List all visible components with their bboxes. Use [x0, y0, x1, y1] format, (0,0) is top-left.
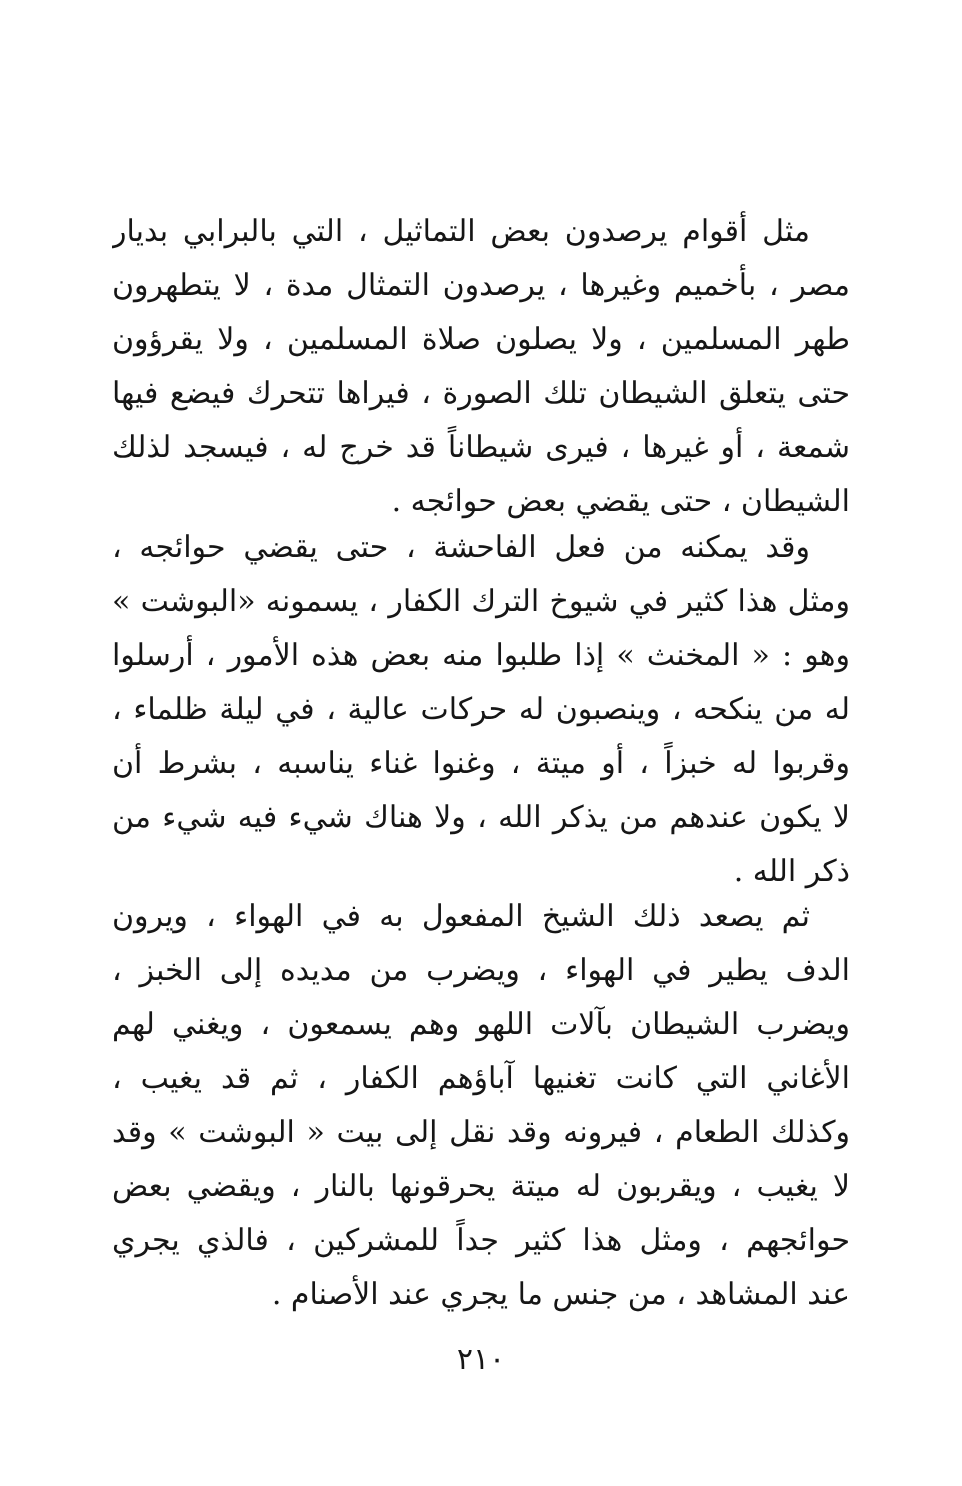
text-line: الأغاني التي كانت تغنيها آباؤهم الكفار ، ثم قد يغيب ،	[112, 1061, 850, 1096]
text-line: ذكر الله .	[733, 854, 850, 889]
text-line: الشيطان ، حتى يقضي بعض حوائجه .	[391, 484, 850, 519]
text-line: شمعة ، أو غيرها ، فيرى شيطاناً قد خرج له ، فيسجد لذلك	[112, 430, 850, 465]
text-line: لا يكون عندهم من يذكر الله ، ولا هناك شيء فيه شيء من	[112, 800, 850, 835]
text-line: وهو : « المخنث » إذا طلبوا منه بعض هذه الأمور ، أرسلوا	[112, 638, 850, 673]
paragraph-3	[112, 890, 850, 1322]
text-line: لا يغيب ، ويقربون له ميتة يحرقونها بالنار ، ويقضي بعض	[112, 1169, 850, 1204]
text-line: حوائجهم ، ومثل هذا كثير جداً للمشركين ، فالذي يجري	[112, 1223, 850, 1258]
text-line: له من ينكحه ، وينصبون له حركات عالية ، في ليلة ظلماء ،	[112, 692, 850, 727]
text-line: ومثل هذا كثير في شيوخ الترك الكفار ، يسمونه «البوشت »	[112, 584, 850, 619]
text-line: مصر ، بأخميم وغيرها ، يرصدون التمثال مدة ، لا يتطهرون	[112, 268, 850, 303]
text-line: طهر المسلمين ، ولا يصلون صلاة المسلمين ، ولا يقرؤون	[112, 322, 850, 357]
text-line: مثل أقوام يرصدون بعض التماثيل ، التي بالبرابي بديار	[112, 214, 810, 249]
text-line: عند المشاهد ، من جنس ما يجري عند الأصنام .	[271, 1277, 850, 1312]
page-number: ٢١٠	[456, 1342, 506, 1377]
text-line: حتى يتعلق الشيطان تلك الصورة ، فيراها تتحرك فيضع فيها	[112, 376, 850, 411]
paragraph-2	[112, 521, 850, 899]
text-line: وكذلك الطعام ، فيرونه وقد نقل إلى بيت « البوشت » وقد	[112, 1115, 850, 1150]
text-line: ثم يصعد ذلك الشيخ المفعول به في الهواء ، ويرون	[112, 899, 810, 934]
text-line: وقربوا له خبزاً ، أو ميتة ، وغنوا غناء يناسبه ، بشرط أن	[112, 746, 850, 781]
paragraph-1	[112, 205, 850, 529]
text-line: ويضرب الشيطان بآلات اللهو وهم يسمعون ، ويغني لهم	[112, 1007, 850, 1042]
text-line: الدف يطير في الهواء ، ويضرب من مديده إلى الخبز ،	[112, 953, 850, 988]
text-line: وقد يمكنه من فعل الفاحشة ، حتى يقضي حوائجه ،	[112, 530, 810, 565]
